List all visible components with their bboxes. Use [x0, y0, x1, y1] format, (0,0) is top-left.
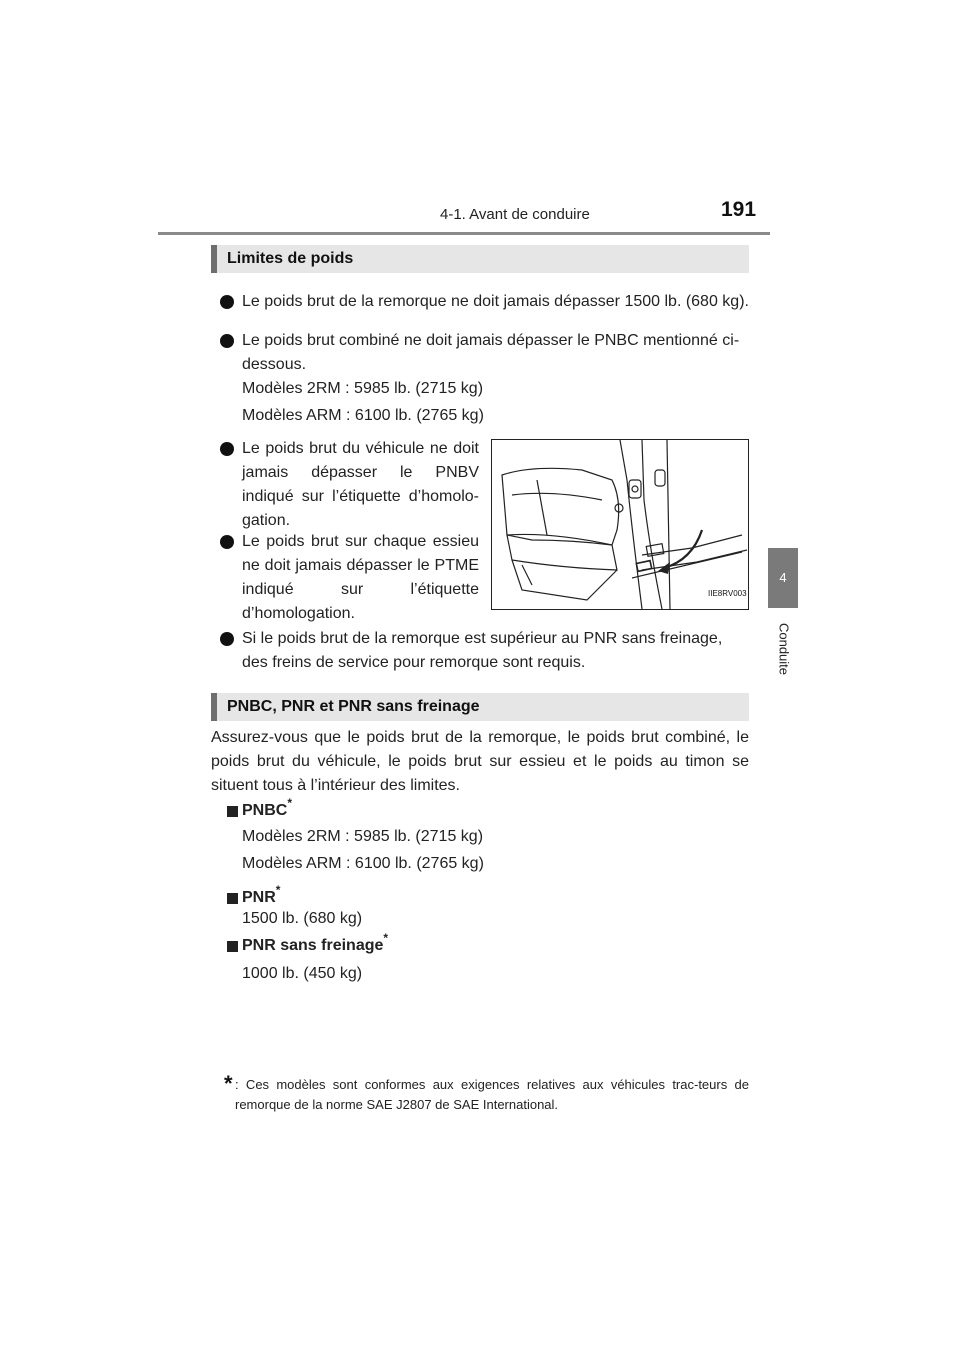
section2-intro: Assurez-vous que le poids brut de la remorque, le poids brut combiné, le poids brut du véhicule, le poids brut sur essieu et le poids au timon se situent tous à l’intérieur des limites. [211, 729, 749, 794]
pnbc-2rm: Modèles 2RM : 5985 lb. (2715 kg) [242, 380, 484, 397]
section-heading-weight-limits: Limites de poids [211, 245, 749, 273]
bullet-icon [220, 632, 234, 646]
figure-code: IIE8RV003 [708, 589, 747, 598]
bullet-combined-weight: Le poids brut combiné ne doit jamais dépasser le PNBC mentionné ci-dessous. [242, 332, 740, 373]
bullet-trailer-brakes: Si le poids brut de la remorque est supérieur au PNR sans freinage, des freins de service pour remorque sont requis. [242, 630, 723, 671]
certification-label-illustration [491, 439, 749, 610]
square-bullet-icon [227, 806, 238, 817]
bullet-trailer-weight: Le poids brut de la remorque ne doit jamais dépasser 1500 lb. (680 kg). [242, 293, 749, 310]
bullet-icon [220, 442, 234, 456]
pnr-value: 1500 lb. (680 kg) [242, 910, 363, 927]
footnote-text: : Ces modèles sont conformes aux exigences relatives aux véhicules trac-teurs de remorque de la norme SAE J2807 de SAE International. [235, 1077, 749, 1112]
header-divider [158, 232, 770, 235]
door-pillar-drawing [492, 440, 748, 609]
bullet-icon [220, 535, 234, 549]
bullet-icon [220, 295, 234, 309]
bullet-axle-weight: Le poids brut sur chaque essieu ne doit jamais dépasser le PTME indiqué sur l’étiquette d’homologation. [242, 533, 479, 622]
pnbc-value-2rm: Modèles 2RM : 5985 lb. (2715 kg) [242, 828, 484, 845]
pnbc-value-arm: Modèles ARM : 6100 lb. (2765 kg) [242, 855, 484, 872]
square-bullet-icon [227, 941, 238, 952]
bullet-vehicle-weight: Le poids brut du véhicule ne doit jamais dépasser le PNBV indiqué sur l’étiquette d’homolo-gation. [242, 440, 479, 529]
chapter-label-text: Conduite [776, 622, 792, 676]
chapter-tab[interactable]: 4 [768, 548, 798, 608]
footnote-marker: * [224, 1071, 233, 1096]
chapter-label [774, 614, 794, 684]
pnr-no-brake-label-text: PNR sans freinage [242, 937, 384, 954]
pnr-no-brake-value: 1000 lb. (450 kg) [242, 965, 363, 982]
pnbc-label-text: PNBC [242, 802, 288, 819]
header-section-title: 4-1. Avant de conduire [440, 206, 590, 223]
page-number: 191 [721, 198, 757, 221]
pnr-asterisk: * [275, 882, 281, 897]
pnr-label-text: PNR [242, 889, 276, 906]
item-pnbc-label [242, 795, 293, 823]
section-heading-pnbc-pnr: PNBC, PNR et PNR sans freinage [211, 693, 749, 721]
bullet-icon [220, 334, 234, 348]
pnbc-arm: Modèles ARM : 6100 lb. (2765 kg) [242, 407, 484, 424]
square-bullet-icon [227, 893, 238, 904]
pnbc-asterisk: * [287, 795, 293, 810]
item-pnr-no-brake-label [242, 930, 389, 958]
pnr-no-brake-asterisk: * [383, 930, 389, 945]
